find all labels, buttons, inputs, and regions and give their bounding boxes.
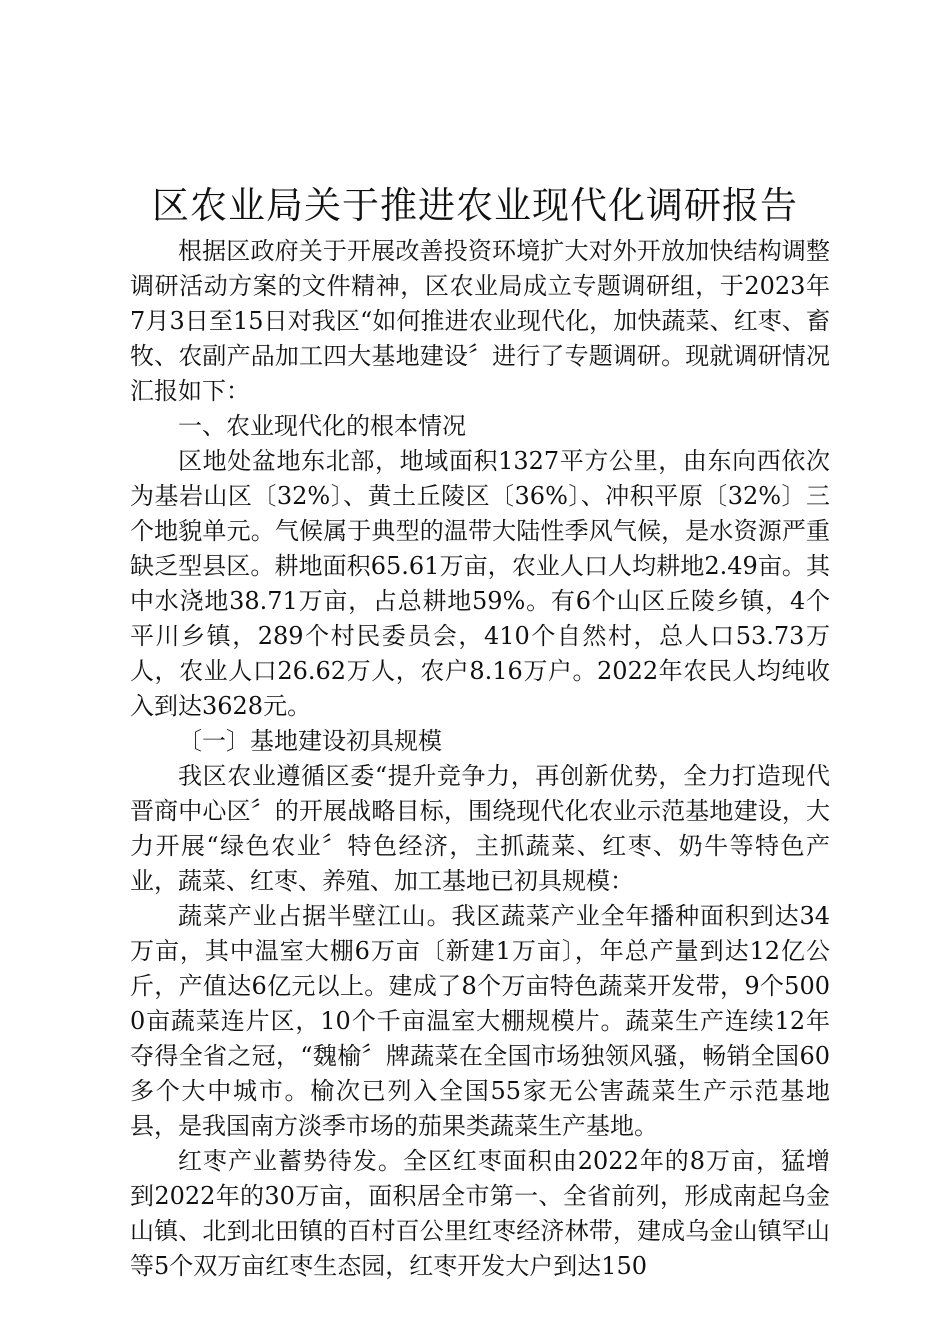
paragraph-vegetable-industry: 蔬菜产业占据半壁江山。我区蔬菜产业全年播种面积到达34万亩，其中温室大棚6万亩〔新建1万亩〕，年总产量到达12亿公斤，产值达6亿元以上。建成了8个万亩特色蔬菜开发带，9个5000亩蔬菜连片区，10个千亩温室大棚规模片。蔬菜生产连续12年夺得全省之冠，“魏榆〞牌蔬菜在全国市场独领风骚，畅销全国60多个大中城市。榆次已列入全国55家无公害蔬菜生产示范基地县，是我国南方淡季市场的茄果类蔬菜生产基地。 [130,902,830,1140]
paragraph-jujube-industry: 红枣产业蓄势待发。全区红枣面积由2022年的8万亩，猛增到2022年的30万亩，面积居全市第一、全省前列，形成南起乌金山镇、北到北田镇的百村百公里红枣经济林带，建成乌金山镇罕山等5个双万亩红枣生态园，红枣开发大户到达150 [130,1147,830,1280]
document-title: 区农业局关于推进农业现代化调研报告 [152,184,798,227]
paragraph-intro: 根据区政府关于开展改善投资环境扩大对外开放加快结构调整调研活动方案的文件精神，区农业局成立专题调研组，于2023年7月3日至15日对我区“如何推进农业现代化，加快蔬菜、红枣、畜牧、农副产品加工四大基地建设〞进行了专题调研。现就调研情况汇报如下： [130,237,830,405]
section-heading-basic-situation: 一、农业现代化的根本情况 [178,412,466,440]
subsection-heading-base-construction: 〔一〕基地建设初具规模 [178,727,442,755]
document-body [130,234,830,1284]
paragraph-development-strategy: 我区农业遵循区委“提升竞争力，再创新优势，全力打造现代晋商中心区〞的开展战略目标，围绕现代化农业示范基地建设，大力开展“绿色农业〞特色经济，主抓蔬菜、红枣、奶牛等特色产业，蔬菜、红枣、养殖、加工基地已初具规模： [130,762,830,895]
paragraph-region-overview: 区地处盆地东北部，地域面积1327平方公里，由东向西依次为基岩山区〔32%〕、黄土丘陵区〔36%〕、冲积平原〔32%〕三个地貌单元。气候属于典型的温带大陆性季风气候，是水资源严重缺乏型县区。耕地面积65.61万亩，农业人口人均耕地2.49亩。其中水浇地38.71万亩，占总耕地59%。有6个山区丘陵乡镇，4个平川乡镇，289个村民委员会，410个自然村，总人口53.73万人，农业人口26.62万人，农户8.16万户。2022年农民人均纯收入到达3628元。 [130,447,830,720]
